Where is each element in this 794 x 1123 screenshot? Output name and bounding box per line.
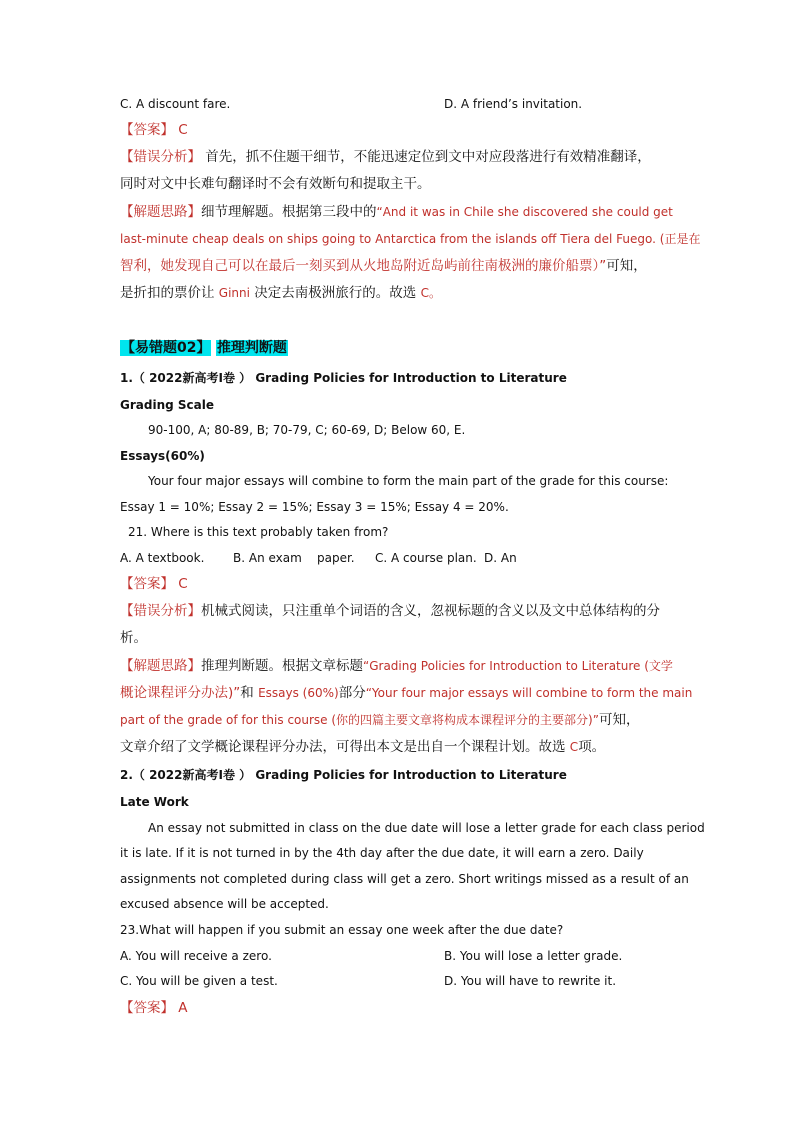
q1-essay-percentages: Essay 1 = 10%; Essay 2 = 15%; Essay 3 = 15%; Essay 4 = 20%.: [120, 500, 509, 514]
q2-answer-tag: 【答案】: [120, 1000, 174, 1016]
option-c: C. A discount fare.: [120, 97, 231, 111]
q1-subheading-grading-scale: Grading Scale: [120, 398, 214, 412]
q2-answer-line: [120, 1000, 188, 1017]
q1-option-b: B. An exam: [233, 551, 302, 565]
q1-grading-scale: 90-100, A; 80-89, B; 70-79, C; 60-69, D; Below 60, E.: [148, 423, 466, 437]
q1-solution-quote-3: part of the grade of for this course (你的四篇主要文章将构成本课程评分的主要部分)”: [120, 713, 599, 727]
q2-question: 23.What will happen if you submit an essay one week after the due date?: [120, 923, 564, 937]
solution-tag: 【解题思路】: [120, 204, 201, 220]
solution-line-4: [120, 285, 441, 302]
q1-solution-line-3: [120, 712, 639, 729]
q2-source: 2.（ 2022新高考Ⅰ卷 ）: [120, 768, 252, 782]
q2-paragraph-line-3: assignments not completed during class will get a zero. Short writings missed as a result of an: [120, 872, 689, 886]
q1-essays-text: Your four major essays will combine to form the main part of the grade for this course:: [148, 474, 669, 488]
solution-name: Ginni: [218, 286, 250, 300]
q1-solution-tag: 【解题思路】: [120, 658, 201, 674]
q2-option-c: C. You will be given a test.: [120, 974, 278, 988]
answer-value: C: [178, 122, 188, 138]
answer-line: [120, 122, 188, 139]
error-analysis-text: 首先，抓不住题干细节，不能迅速定位到文中对应段落进行有效精准翻译，: [205, 149, 651, 165]
q1-solution-text-4: 项。: [578, 739, 606, 755]
q1-solution-quote: “Grading Policies for Introduction to Literature (文学: [363, 659, 673, 673]
solution-quote: “And it was in Chile she discovered she could get: [376, 205, 673, 219]
section-open: 【: [121, 340, 135, 356]
section-number: 02: [177, 340, 197, 356]
q1-option-c: C. A course plan.: [375, 551, 477, 565]
solution-line-1: [120, 204, 673, 221]
q1-solution-quote-cn: 概论课程评分办法)”: [120, 685, 241, 701]
section-label-highlight: [120, 340, 211, 356]
q1-error-text: 机械式阅读，只注重单个词语的含义，忽视标题的含义以及文中总体结构的分: [201, 603, 660, 619]
section-header: [120, 340, 288, 357]
solution-answer: C。: [420, 286, 441, 300]
q1-solution-line-1: [120, 658, 673, 675]
error-analysis-line-2: 同时对文中长难句翻译时不会有效断句和提取主干。: [120, 176, 431, 192]
q2-paragraph-line-1: An essay not submitted in class on the due date will lose a letter grade for each class period: [148, 821, 705, 835]
section-label: 易错题: [135, 340, 177, 356]
q2-answer-value: A: [178, 1000, 188, 1016]
q1-error-line-1: [120, 603, 660, 620]
solution-text-2: 可知，: [606, 258, 647, 274]
q1-solution-quote-2: “Your four major essays will combine to form the main: [365, 686, 693, 700]
q1-solution-part: 部分: [338, 685, 366, 701]
q1-solution-and: 和: [240, 685, 254, 701]
q1-error-tag: 【错误分析】: [120, 603, 201, 619]
q1-source: 1.（ 2022新高考Ⅰ卷 ）: [120, 371, 252, 385]
q2-paragraph-line-2: it is late. If it is not turned in by the 4th day after the due date, it will earn a zero. Daily: [120, 846, 644, 860]
q1-option-b-cont: paper.: [317, 551, 355, 565]
q1-solution-essays: Essays (60%): [258, 686, 339, 700]
solution-quote-cn: 智利，她发现自己可以在最后一刻买到从火地岛附近岛屿前往南极洲的廉价船票）”: [120, 258, 607, 274]
q1-option-d: D. An: [484, 551, 517, 565]
q1-answer-line: [120, 576, 188, 593]
solution-text: 细节理解题。根据第三段中的: [201, 204, 377, 220]
solution-text-4: 决定去南极洲旅行的。故选: [254, 285, 417, 301]
error-analysis-tag: 【错误分析】: [120, 149, 201, 165]
q1-title: Grading Policies for Introduction to Literature: [255, 371, 567, 385]
solution-line-3: [120, 258, 647, 275]
q2-subheading-late-work: Late Work: [120, 795, 189, 809]
q1-solution-text-3: 文章介绍了文学概论课程评分办法，可得出本文是出自一个课程计划。故选: [120, 739, 566, 755]
q2-option-b: B. You will lose a letter grade.: [444, 949, 623, 963]
q1-subheading-essays: Essays(60%): [120, 449, 205, 463]
q1-solution-line-4: [120, 739, 605, 756]
q1-solution-line-2: [120, 685, 692, 702]
q1-option-a: A. A textbook.: [120, 551, 205, 565]
q1-solution-answer: C: [569, 740, 579, 754]
solution-line-2: last-minute cheap deals on ships going to Antarctica from the islands off Tiera del Fuego. (正是在: [120, 232, 701, 246]
q2-option-d: D. You will have to rewrite it.: [444, 974, 617, 988]
q1-solution-text-2: 可知，: [598, 712, 640, 728]
q1-heading: [120, 370, 567, 387]
q1-solution-text: 推理判断题。根据文章标题: [201, 658, 363, 674]
q2-heading: [120, 767, 567, 784]
q1-answer-tag: 【答案】: [120, 576, 174, 592]
solution-text-3: 是折扣的票价让: [120, 285, 215, 301]
section-title: 推理判断题: [216, 340, 287, 356]
q1-answer-value: C: [178, 576, 188, 592]
q1-question: 21. Where is this text probably taken from?: [128, 525, 389, 539]
answer-tag: 【答案】: [120, 122, 174, 138]
q1-error-line-2: 析。: [120, 630, 147, 646]
error-analysis-line-1: [120, 149, 651, 166]
section-close: 】: [196, 340, 211, 356]
q2-option-a: A. You will receive a zero.: [120, 949, 272, 963]
option-d: D. A friend’s invitation.: [444, 97, 583, 111]
q2-title: Grading Policies for Introduction to Literature: [255, 768, 567, 782]
q2-paragraph-line-4: excused absence will be accepted.: [120, 897, 329, 911]
